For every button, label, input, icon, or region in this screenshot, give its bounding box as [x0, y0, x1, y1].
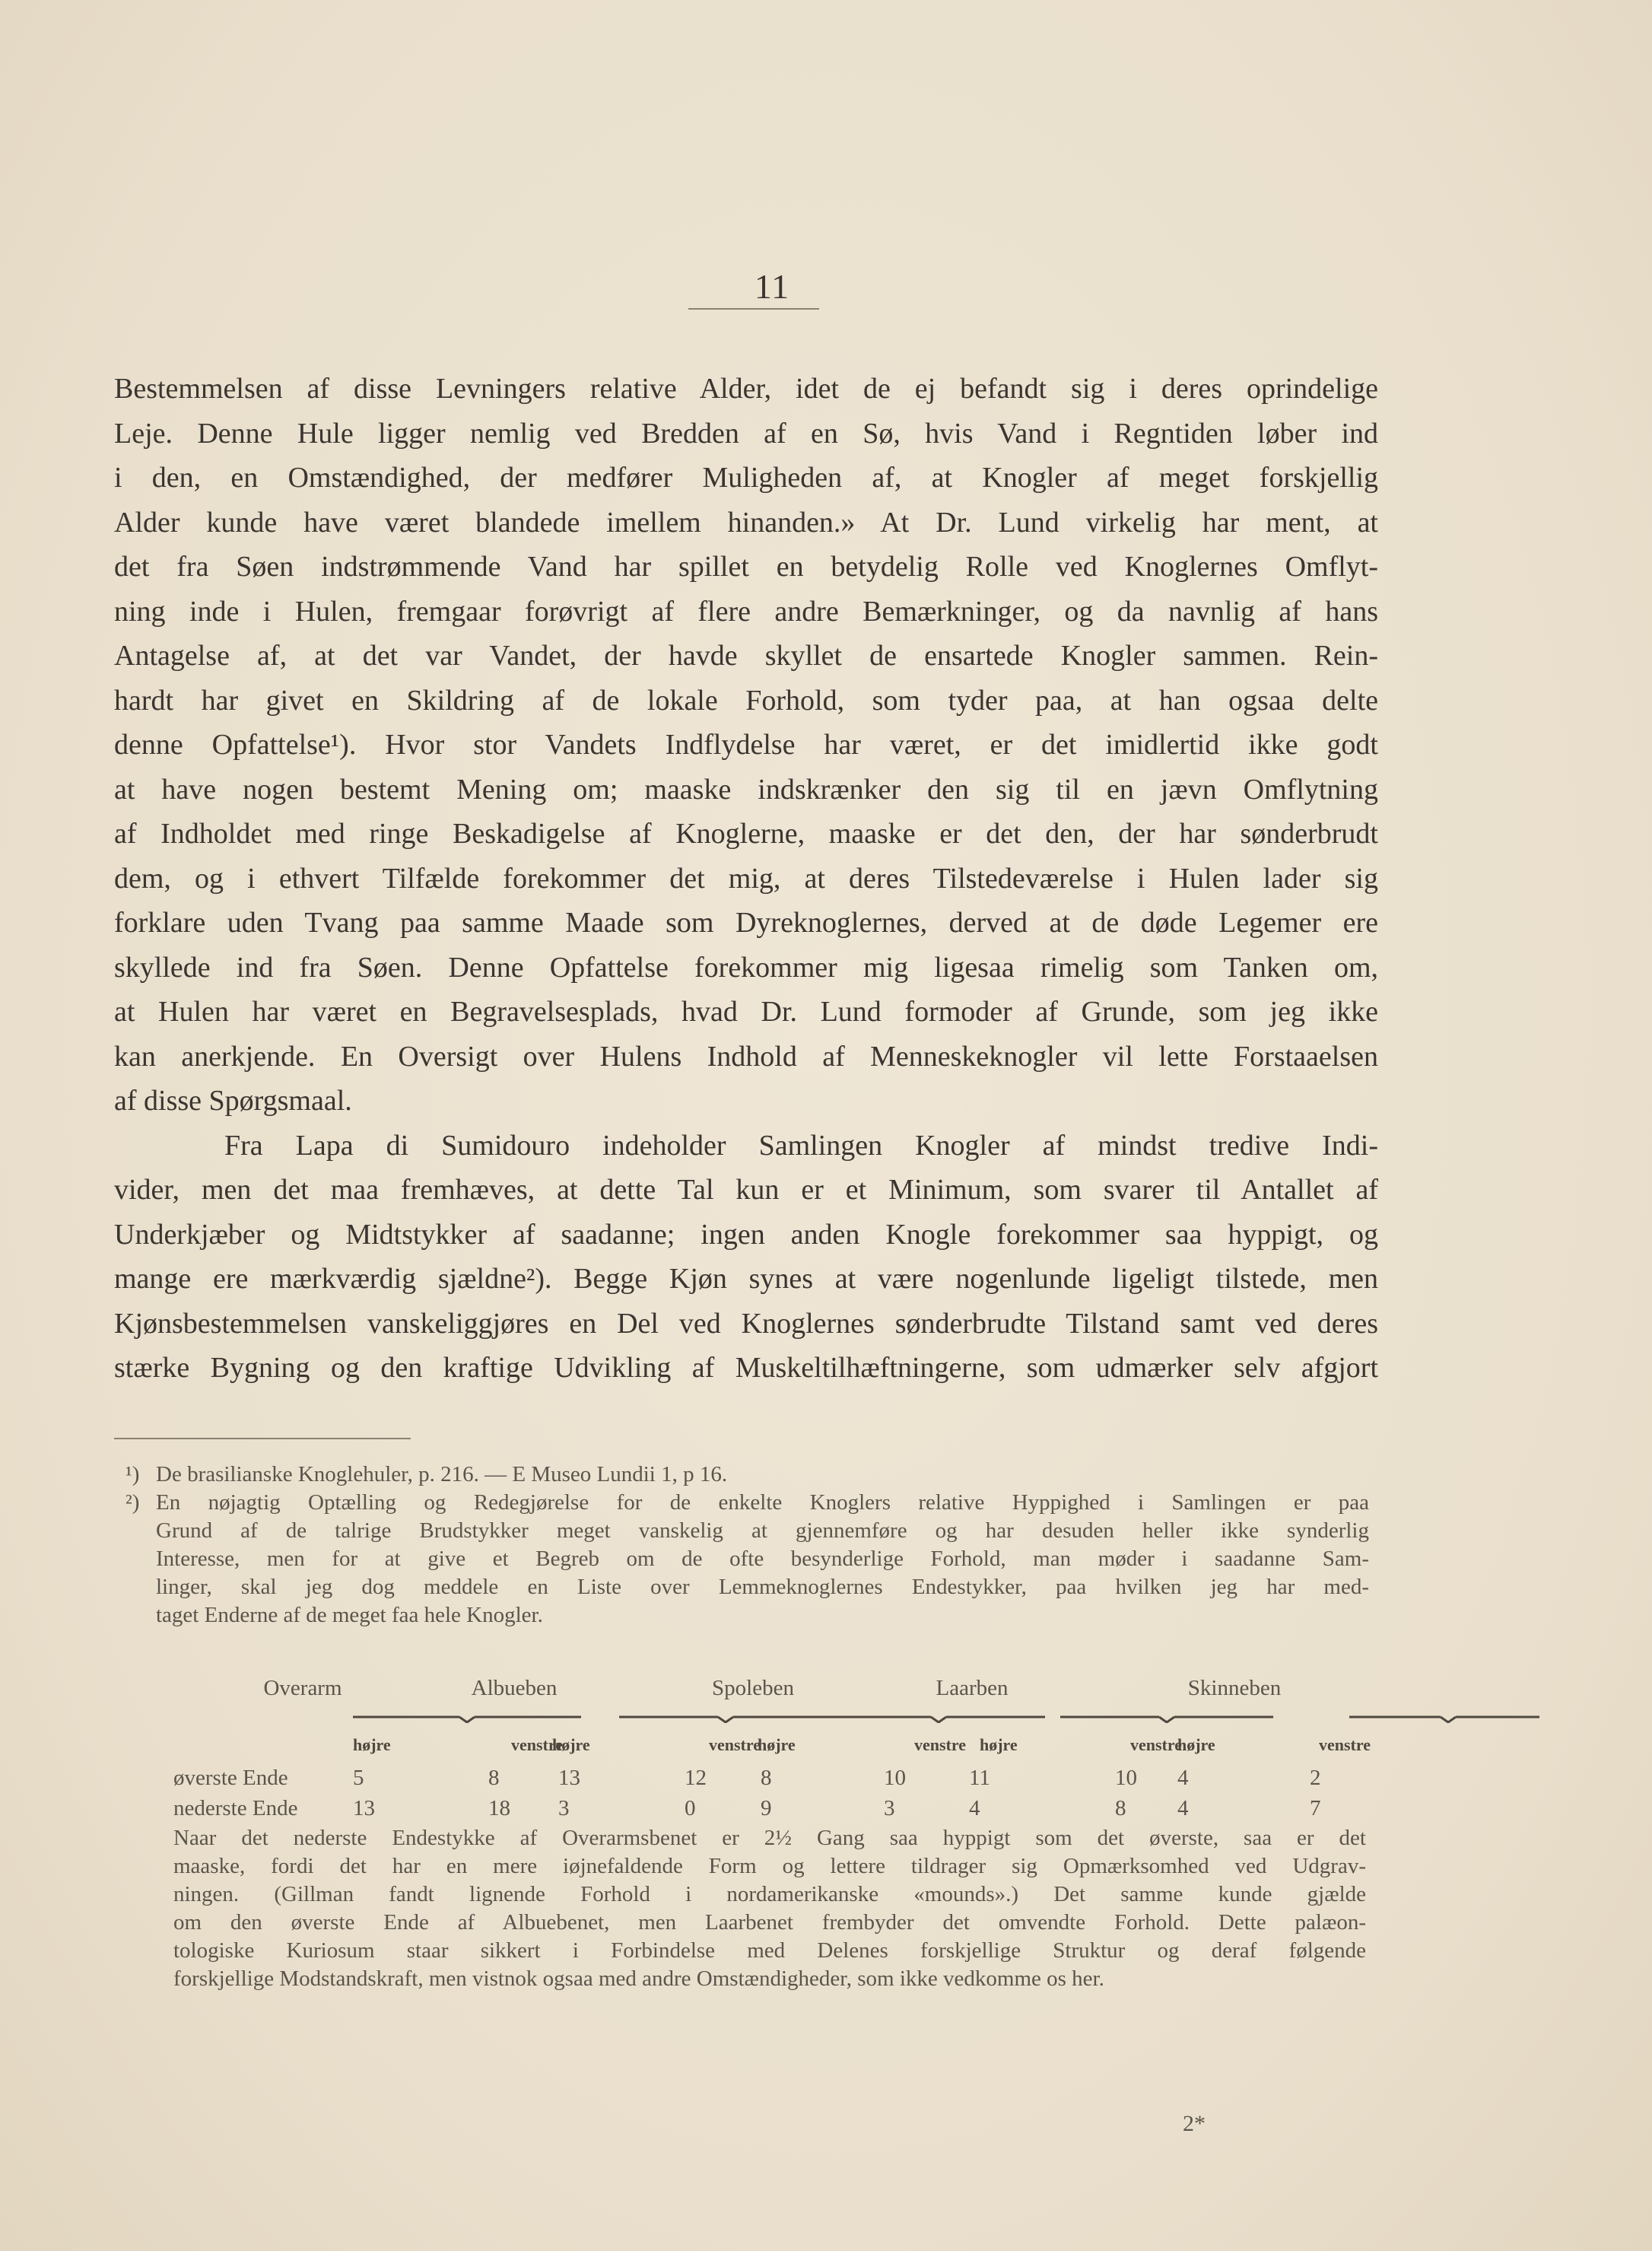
table-cell: 13 — [353, 1796, 375, 1820]
table-cell: 12 — [685, 1766, 707, 1790]
note-line: om den øverste Ende af Albuebenet, men Laarbenet frembyder det omvendte Forhold. Dette palæon- — [173, 1910, 1366, 1935]
text-line: Underkjæber og Midtstykker af saadanne; ingen anden Knogle forekommer saa hyppigt, og — [114, 1218, 1378, 1251]
table-cell: 2 — [1310, 1766, 1321, 1790]
header-rule — [688, 308, 819, 310]
table-cell: 4 — [1177, 1796, 1189, 1820]
column-header: venstre — [1129, 1735, 1182, 1754]
table-cell: 0 — [685, 1796, 696, 1820]
column-header: venstre — [510, 1735, 563, 1754]
brace-spoleben — [840, 1717, 1045, 1722]
group-header-spoleben: Spoleben — [712, 1676, 794, 1700]
text-line: af Indholdet med ringe Beskadigelse af Knoglerne, maaske er det den, der har sønderbrudt — [114, 818, 1378, 850]
text-line: Kjønsbestemmelsen vanskeliggjøres en Del ved Knoglernes sønderbrudte Tilstand samt ved deres — [114, 1307, 1378, 1340]
note-line: maaske, fordi det har en mere iøjnefaldende Form og lettere tildrager sig Opmærksomhed ved Udgrav- — [173, 1854, 1366, 1878]
table-cell: 10 — [1115, 1766, 1137, 1790]
group-header-overarm: Overarm — [263, 1676, 342, 1700]
table-cell: 11 — [969, 1766, 990, 1790]
brace-albueben — [619, 1717, 840, 1722]
column-header: højre — [980, 1735, 1018, 1754]
table-cell: 3 — [884, 1796, 895, 1820]
main-text — [114, 367, 1378, 1391]
table-cell: 8 — [1115, 1796, 1126, 1820]
footnote-1-marker: ¹) — [125, 1462, 140, 1486]
text-line: vider, men det maa fremhæves, at dette Tal kun er et Minimum, som svarer til Antallet af — [114, 1174, 1378, 1206]
text-line: hardt har givet en Skildring af de lokale Forhold, som tyder paa, at han ogsaa delte — [114, 684, 1378, 717]
footnote-2-line: linger, skal jeg dog meddele en Liste over Lemmeknoglernes Endestykker, paa hvilken jeg har med- — [156, 1575, 1369, 1599]
text-line: Antagelse af, at det var Vandet, der havde skyllet de ensartede Knogler sammen. Rein- — [114, 640, 1378, 672]
note-line: tologiske Kuriosum staar sikkert i Forbindelse med Delenes forskjellige Struktur og deraf følgende — [173, 1938, 1366, 1963]
table-group-header — [173, 1676, 1371, 1709]
footnote-2-marker: ²) — [125, 1490, 140, 1515]
text-line: af disse Spørgsmaal. — [114, 1085, 352, 1117]
column-header: højre — [552, 1735, 590, 1754]
table-cell: 9 — [761, 1796, 772, 1820]
table-cell: 8 — [488, 1766, 500, 1790]
note-line: Naar det nederste Endestykke af Overarmsbenet er 2½ Gang saa hyppigt som det øverste, saa er det — [173, 1826, 1366, 1850]
footnote-2-line: Grund af de talrige Brudstykker meget vanskelig at gjennemføre og har desuden heller ikke synderlig — [156, 1518, 1369, 1543]
table-cell: 5 — [353, 1766, 364, 1790]
group-header-laarben: Laarben — [936, 1676, 1009, 1700]
text-line: ning inde i Hulen, fremgaar forøvrigt af flere andre Bemærkninger, og da navnlig af hans — [114, 595, 1378, 628]
text-line: at have nogen bestemt Mening om; maaske indskrænker den sig til en jævn Omflytning — [114, 773, 1378, 806]
table-note — [173, 1824, 1366, 1993]
text-line: i den, en Omstændighed, der medfører Muligheden af, at Knogler af meget forskjellig — [114, 462, 1378, 494]
column-header: venstre — [1318, 1735, 1371, 1754]
footnote-2 — [125, 1489, 1369, 1629]
note-line: forskjellige Modstandskraft, men vistnok ogsaa med andre Omstændigheder, som ikke vedkomme os her. — [173, 1966, 1104, 1991]
row-label: nederste Ende — [173, 1796, 298, 1820]
text-line: stærke Bygning og den kraftige Udvikling af Muskeltilhæftningerne, som udmærker selv afgjort — [114, 1352, 1378, 1384]
column-header: venstre — [708, 1735, 761, 1754]
table-subheader-row — [173, 1735, 1371, 1766]
brace-laarben — [1060, 1717, 1273, 1722]
group-header-skinneben: Skinneben — [1187, 1676, 1282, 1700]
text-line: at Hulen har været en Begravelsesplads, hvad Dr. Lund formoder af Grunde, som jeg ikke — [114, 996, 1378, 1028]
table-row — [173, 1766, 1371, 1796]
table-cell: 13 — [558, 1766, 580, 1790]
column-header: venstre — [913, 1735, 966, 1754]
group-braces — [353, 1715, 1539, 1723]
bone-count-table — [173, 1676, 1371, 1827]
footnote-2-text: En nøjagtig Optælling og Redegjørelse for de enkelte Knoglers relative Hyppighed i Samlingen er paa — [156, 1490, 1369, 1515]
row-label: øverste Ende — [173, 1766, 288, 1790]
table-cell: 7 — [1310, 1796, 1321, 1820]
brace-overarm — [353, 1717, 581, 1722]
table-cell: 4 — [1177, 1766, 1189, 1790]
footnote-rule — [114, 1438, 411, 1439]
text-line: denne Opfattelse¹). Hvor stor Vandets Indflydelse har været, er det imidlertid ikke godt — [114, 729, 1378, 761]
column-header: højre — [758, 1735, 796, 1754]
table-row — [173, 1796, 1371, 1827]
text-line: det fra Søen indstrømmende Vand har spillet en betydelig Rolle ved Knoglernes Omflyt- — [114, 551, 1378, 583]
footnote-1 — [125, 1461, 1369, 1489]
page-number: 11 — [754, 267, 790, 306]
footnote-2-line: Interesse, men for at give et Begreb om de ofte besynderlige Forhold, man møder i saadanne Sam- — [156, 1547, 1369, 1571]
text-line: mange ere mærkværdig sjældne²). Begge Kjøn synes at være nogenlunde ligeligt tilstede, men — [114, 1263, 1378, 1295]
brace-skinneben — [1349, 1717, 1539, 1722]
text-line: Fra Lapa di Sumidouro indeholder Samlingen Knogler af mindst tredive Indi- — [224, 1129, 1378, 1162]
table-cell: 10 — [884, 1766, 906, 1790]
column-header: højre — [353, 1735, 391, 1754]
signature-mark: 2* — [1183, 2111, 1206, 2136]
text-line: Alder kunde have været blandede imellem hinanden.» At Dr. Lund virkelig har ment, at — [114, 506, 1378, 539]
text-line: skyllede ind fra Søen. Denne Opfattelse forekommer mig ligesaa rimelig som Tanken om, — [114, 951, 1378, 984]
column-header: højre — [1177, 1735, 1215, 1754]
group-header-albueben: Albueben — [471, 1676, 558, 1700]
footnote-1-text: De brasilianske Knoglehuler, p. 216. — E Museo Lundii 1, p 16. — [156, 1462, 728, 1486]
table-cell: 18 — [488, 1796, 510, 1820]
text-line: Bestemmelsen af disse Levningers relative Alder, idet de ej befandt sig i deres oprindelige — [114, 373, 1378, 405]
table-cell: 8 — [761, 1766, 772, 1790]
text-line: forklare uden Tvang paa samme Maade som Dyreknoglernes, derved at de døde Legemer ere — [114, 907, 1378, 939]
footnote-2-line — [125, 1489, 1369, 1517]
text-line: dem, og i ethvert Tilfælde forekommer det mig, at deres Tilstedeværelse i Hulen lader sig — [114, 862, 1378, 895]
table-cell: 3 — [558, 1796, 570, 1820]
text-line: Leje. Denne Hule ligger nemlig ved Bredden af en Sø, hvis Vand i Regntiden løber ind — [114, 417, 1378, 450]
table-cell: 4 — [969, 1796, 980, 1820]
note-line: ningen. (Gillman fandt lignende Forhold i nordamerikanske «mounds».) Det samme kunde gjælde — [173, 1882, 1366, 1906]
footnotes — [125, 1461, 1369, 1629]
text-line: kan anerkjende. En Oversigt over Hulens Indhold af Menneskeknogler vil lette Forstaaelsen — [114, 1040, 1378, 1073]
footnote-2-line: taget Enderne af de meget faa hele Knogler. — [156, 1603, 543, 1627]
